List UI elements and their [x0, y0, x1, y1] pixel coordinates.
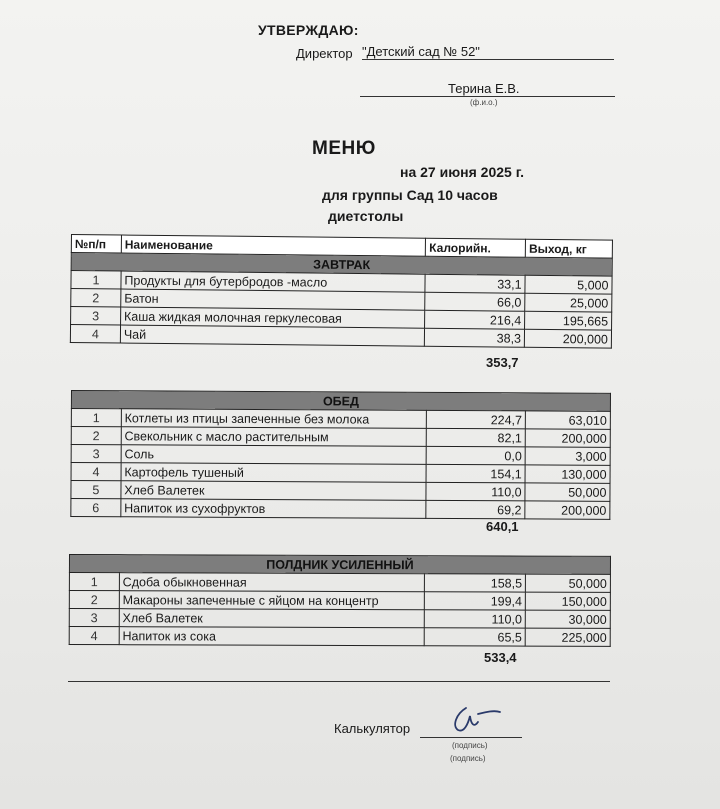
handwritten-signature [448, 700, 508, 736]
breakfast-table [70, 234, 613, 349]
row-name: Чай [120, 325, 425, 346]
row-output: 30,000 [525, 610, 610, 628]
row-calories: 110,0 [424, 610, 526, 628]
row-output: 3,000 [525, 447, 610, 465]
row-num: 2 [69, 591, 119, 609]
row-calories: 82,1 [426, 428, 526, 447]
approve-heading: УТВЕРЖДАЮ: [258, 22, 359, 38]
row-num: 2 [71, 427, 121, 445]
row-num: 4 [71, 463, 121, 481]
calculator-label: Калькулятор [334, 721, 411, 736]
row-output: 50,000 [525, 483, 610, 501]
row-name: Хлеб Валетек [121, 481, 426, 501]
row-calories: 110,0 [425, 482, 525, 501]
row-num: 6 [71, 499, 121, 517]
column-header-output: Выход, кг [525, 239, 612, 258]
lunch-total: 640,1 [486, 519, 519, 534]
table-row [69, 591, 610, 611]
table-row [69, 627, 610, 647]
signature-line [420, 737, 522, 738]
row-calories: 65,5 [424, 628, 526, 646]
row-output: 200,000 [525, 429, 610, 447]
row-name: Свекольник с масло растительным [121, 427, 426, 447]
section-title-snack: ПОЛДНИК УСИЛЕННЫЙ [69, 555, 610, 575]
menu-title: МЕНЮ [312, 138, 376, 159]
table-row [69, 573, 610, 593]
row-num: 3 [69, 609, 119, 627]
snack-total: 533,4 [484, 650, 517, 665]
row-output: 5,000 [525, 275, 612, 294]
row-calories: 33,1 [425, 274, 525, 293]
row-calories: 216,4 [425, 310, 525, 329]
row-name: Батон [121, 289, 426, 310]
section-title-lunch: ОБЕД [71, 391, 610, 412]
divider [68, 681, 610, 682]
director-label: Директор [296, 46, 353, 61]
row-output: 130,000 [525, 465, 610, 483]
row-num: 1 [71, 271, 121, 290]
row-num: 3 [71, 307, 121, 326]
row-num: 1 [69, 573, 119, 591]
row-name: Сдоба обыкновенная [119, 573, 424, 592]
row-calories: 69,2 [425, 500, 525, 519]
row-calories: 0,0 [426, 446, 526, 465]
signature-caption: (подпись) [450, 754, 486, 763]
row-calories: 38,3 [425, 328, 525, 347]
row-name: Макароны запеченные с яйцом на концентр [119, 591, 424, 610]
row-num: 5 [71, 481, 121, 499]
row-num: 2 [71, 289, 121, 308]
snack-table [69, 554, 611, 647]
organization-name: "Детский сад № 52" [362, 44, 614, 60]
row-output: 50,000 [526, 574, 611, 592]
row-calories: 199,4 [424, 592, 526, 610]
column-header-name: Наименование [121, 235, 426, 256]
row-name: Картофель тушеный [121, 463, 426, 483]
breakfast-total: 353,7 [486, 355, 519, 370]
row-output: 225,000 [525, 628, 610, 646]
row-name: Напиток из сока [119, 627, 424, 646]
row-num: 1 [71, 409, 121, 427]
row-num: 4 [69, 627, 119, 645]
fio-caption: (ф.и.о.) [470, 98, 498, 107]
row-calories: 158,5 [424, 574, 526, 592]
director-sign-line [360, 96, 615, 97]
column-header-num: №п/п [71, 235, 121, 254]
menu-date: на 27 июня 2025 г. [400, 164, 525, 180]
table-row [71, 499, 610, 520]
row-output: 63,010 [525, 411, 610, 429]
menu-group: для группы Сад 10 часов [322, 187, 498, 203]
row-calories: 224,7 [426, 410, 526, 429]
row-name: Продукты для бутербродов -масло [121, 271, 426, 292]
lunch-table [70, 390, 611, 520]
menu-diet: диетстолы [328, 208, 404, 224]
row-output: 200,000 [525, 501, 610, 519]
row-name: Каша жидкая молочная геркулесовая [120, 307, 425, 328]
column-header-calories: Калорийн. [426, 238, 526, 257]
signature-caption: (подпись) [452, 741, 488, 750]
row-calories: 154,1 [426, 464, 526, 483]
row-output: 25,000 [525, 293, 612, 312]
row-calories: 66,0 [425, 292, 525, 311]
row-output: 150,000 [525, 592, 610, 610]
row-num: 3 [71, 445, 121, 463]
director-name: Терина Е.В. [448, 81, 520, 96]
row-name: Хлеб Валетек [119, 609, 424, 628]
row-name: Котлеты из птицы запеченные без молока [121, 409, 426, 429]
row-output: 200,000 [524, 329, 611, 348]
table-row [69, 609, 610, 629]
row-name: Напиток из сухофруктов [121, 499, 426, 519]
row-name: Соль [121, 445, 426, 465]
section-title-breakfast: ЗАВТРАК [71, 253, 612, 277]
row-output: 195,665 [525, 311, 612, 330]
row-num: 4 [70, 325, 120, 344]
